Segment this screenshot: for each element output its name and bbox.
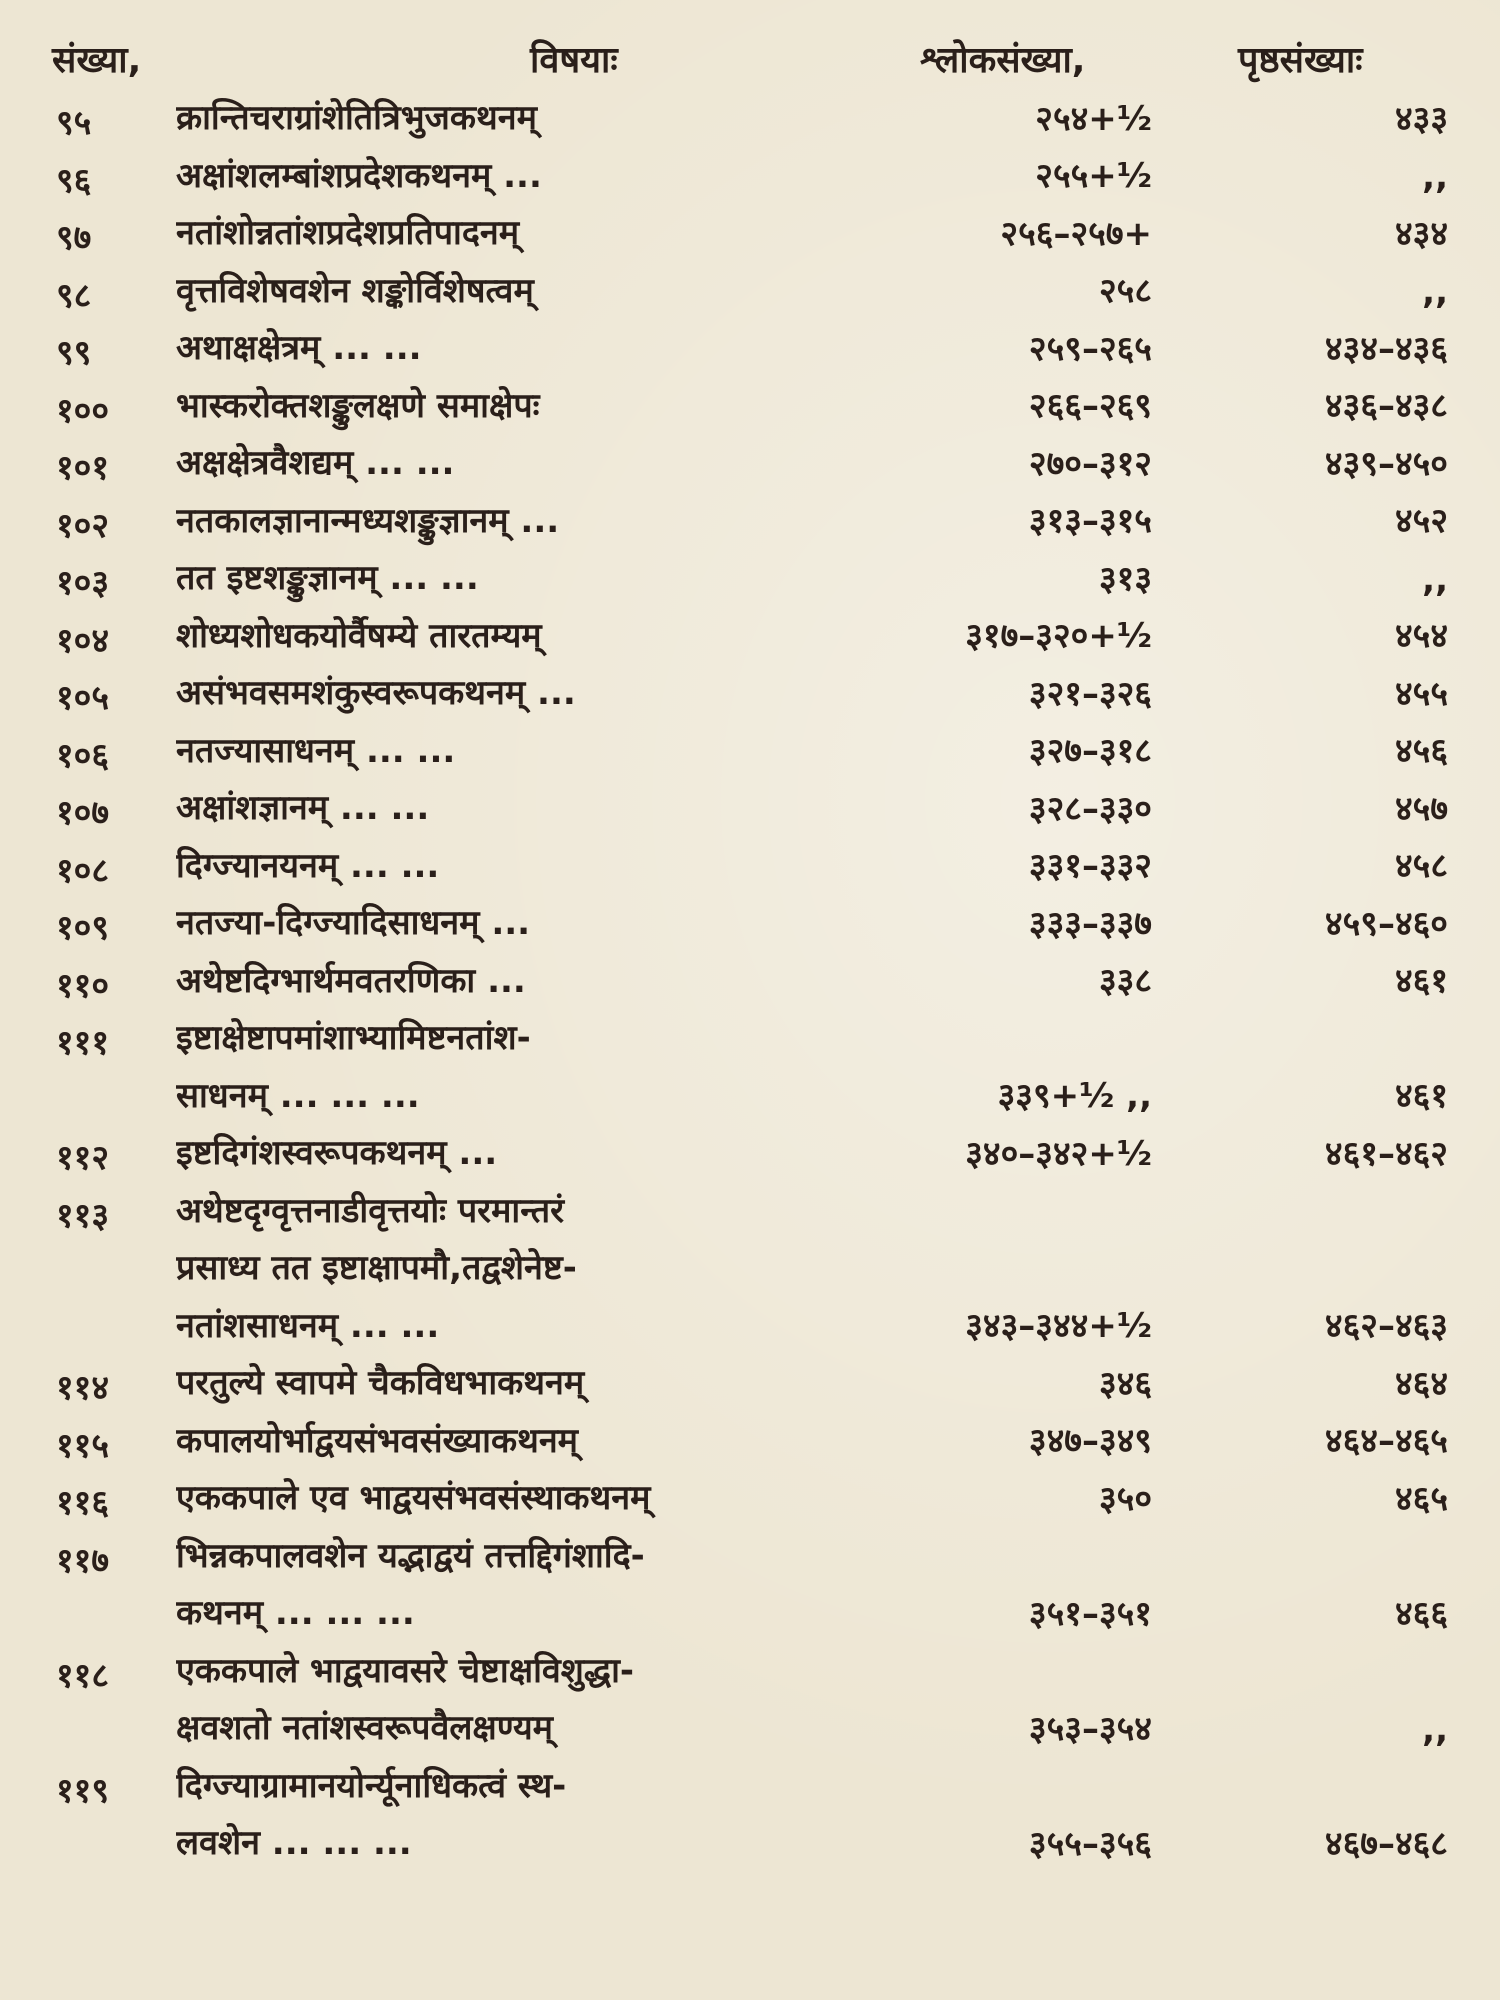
list-item	[0, 435, 1500, 493]
entry-number: १०५	[56, 678, 110, 718]
list-item	[0, 550, 1500, 608]
entry-subject	[176, 723, 936, 781]
entry-subject	[176, 263, 936, 321]
entry-page-number: ४५४	[1394, 616, 1448, 656]
list-item	[0, 1125, 1500, 1183]
entry-subject	[176, 550, 936, 608]
entry-page-number: ४६५	[1394, 1478, 1448, 1519]
entry-subject-line: नतकालज्ञानान्मध्यशङ्कुज्ञानम् ...	[176, 500, 560, 541]
entry-page-number: ,,	[1422, 559, 1448, 600]
list-item	[0, 1183, 1500, 1356]
entry-page-number: ,,	[1422, 272, 1448, 312]
list-item	[0, 1758, 1500, 1873]
entry-subject-line: वृत्तविशेषवशेन शङ्कोर्विशेषत्वम्	[176, 270, 534, 311]
entry-shloka-number: २५६–२५७+	[1000, 213, 1152, 254]
entry-subject-line: तत इष्टशङ्कुज्ञानम् ... ...	[176, 558, 479, 598]
entry-page-number: ४६७–४६८	[1324, 1823, 1448, 1864]
entry-shloka-number: ३१३–३१५	[1028, 501, 1152, 541]
entry-subject	[176, 1643, 936, 1758]
list-item	[0, 1355, 1500, 1413]
entry-subject	[176, 1470, 936, 1528]
entry-shloka-number: ३३३–३३७	[1028, 903, 1152, 944]
entry-subject	[176, 435, 936, 493]
entry-subject-line: कपालयोर्भाद्वयसंभवसंख्याकथनम्	[176, 1420, 579, 1461]
entry-page-number: ४५७	[1394, 788, 1448, 829]
list-item	[0, 148, 1500, 206]
entry-page-number: ४५५	[1394, 673, 1448, 714]
entry-shloka-number: ३४३–३४४+½	[965, 1306, 1152, 1346]
entry-shloka-number: ३३९+½ ,,	[997, 1076, 1152, 1116]
entry-shloka-number: ३३१–३३२	[1028, 846, 1152, 886]
entry-page-number: ४३३	[1394, 98, 1448, 139]
entry-subject	[176, 780, 936, 838]
list-item	[0, 90, 1500, 148]
entry-page-number: ४६४	[1394, 1363, 1448, 1404]
entry-subject-line: एककपाले एव भाद्वयसंभवसंस्थाकथनम्	[176, 1478, 651, 1518]
entry-subject	[176, 895, 936, 953]
entry-number: ११९	[56, 1770, 110, 1811]
entry-number: ११५	[56, 1425, 110, 1466]
entry-subject-line: अथेष्टदृग्वृत्तनाडीवृत्तयोः परमान्तरं	[176, 1190, 564, 1231]
list-item	[0, 1413, 1500, 1471]
entry-shloka-number: ३४६	[1098, 1363, 1152, 1404]
entry-page-number: ४६४–४६५	[1324, 1421, 1448, 1461]
entry-subject-line: नतांशोन्नतांशप्रदेशप्रतिपादनम्	[176, 213, 520, 253]
entry-subject-line: दिग्ज्यानयनम् ... ...	[176, 845, 440, 886]
entry-subject	[176, 1125, 936, 1183]
entry-shloka-number: २५४+½	[1035, 98, 1152, 139]
entry-number: ११३	[56, 1195, 110, 1236]
entry-subject-line: क्षवशतो नतांशस्वरूपवैलक्षण्यम्	[176, 1708, 553, 1748]
entry-number: ९७	[56, 218, 92, 258]
entry-subject	[176, 1413, 936, 1471]
contents-list	[0, 90, 1500, 1873]
header-number: संख्या,	[52, 40, 142, 81]
entry-subject	[176, 608, 936, 666]
entry-subject	[176, 493, 936, 551]
entry-shloka-number: २५९–२६५	[1028, 328, 1152, 369]
entry-number: ९९	[56, 333, 92, 373]
entry-page-number: ,,	[1422, 157, 1448, 197]
entry-shloka-number: ३३८	[1098, 961, 1152, 1001]
entry-subject	[176, 1758, 936, 1873]
entry-subject-line: अथेष्टदिग्भार्थमवतरणिका ...	[176, 960, 526, 1001]
entry-subject-line: अथाक्षक्षेत्रम् ... ...	[176, 328, 422, 368]
entry-page-number: ४३४	[1394, 213, 1448, 254]
entry-shloka-number: २६६–२६९	[1028, 386, 1152, 426]
list-item	[0, 1470, 1500, 1528]
entry-page-number: ४३६–४३८	[1324, 386, 1448, 426]
entry-subject-line: इष्टदिगंशस्वरूपकथनम् ...	[176, 1133, 498, 1173]
entry-number: १०४	[56, 620, 110, 661]
entry-subject	[176, 90, 936, 148]
entry-page-number: ४५२	[1394, 501, 1448, 541]
entry-number: ११४	[56, 1368, 110, 1408]
entry-subject	[176, 320, 936, 378]
entry-shloka-number: ३२१–३२६	[1028, 673, 1152, 714]
entry-number: ९८	[56, 275, 92, 316]
list-item	[0, 493, 1500, 551]
entry-subject	[176, 1355, 936, 1413]
list-item	[0, 1010, 1500, 1125]
entry-subject-line: परतुल्ये स्वापमे चैकविधभाकथनम्	[176, 1363, 585, 1403]
list-item	[0, 1528, 1500, 1643]
entry-subject-line: साधनम् ... ... ...	[176, 1075, 420, 1116]
entry-shloka-number: ३२७–३१८	[1028, 731, 1152, 771]
entry-subject-line: क्रान्तिचराग्रांशेतित्रिभुजकथनम्	[176, 98, 537, 138]
entry-number: ९५	[56, 103, 92, 143]
entry-number: १०२	[56, 505, 110, 546]
entry-shloka-number: ३२८–३३०	[1028, 788, 1152, 829]
entry-number: ११७	[56, 1540, 110, 1581]
entry-shloka-number: ३५१–३५१	[1028, 1593, 1152, 1634]
list-item	[0, 838, 1500, 896]
entry-subject	[176, 1528, 936, 1643]
entry-subject	[176, 838, 936, 896]
entry-subject	[176, 1183, 936, 1356]
list-item	[0, 895, 1500, 953]
entry-subject-line: इष्टाक्षेष्टापमांशाभ्यामिष्टनतांश-	[176, 1018, 531, 1058]
entry-number: १०३	[56, 563, 110, 603]
entry-number: १०८	[56, 850, 110, 891]
entry-shloka-number: २७०–३१२	[1028, 443, 1152, 484]
list-item	[0, 608, 1500, 666]
entry-page-number: ४६१	[1394, 961, 1448, 1001]
entry-page-number: ४६२–४६३	[1324, 1306, 1448, 1346]
entry-page-number: ४६१–४६२	[1324, 1133, 1448, 1174]
entry-subject-line: नतज्यासाधनम् ... ...	[176, 730, 456, 771]
entry-number: ११०	[56, 965, 110, 1006]
entry-subject	[176, 205, 936, 263]
table-header	[0, 18, 1500, 88]
list-item	[0, 723, 1500, 781]
entry-shloka-number: २५८	[1098, 271, 1152, 311]
list-item	[0, 953, 1500, 1011]
entry-shloka-number: ३४७–३४९	[1028, 1421, 1152, 1461]
entry-subject-line: अक्षांशज्ञानम् ... ...	[176, 788, 430, 828]
entry-subject-line: नतज्या-दिग्ज्यादिसाधनम् ...	[176, 903, 531, 943]
header-subject: विषयाः	[530, 40, 618, 81]
list-item	[0, 320, 1500, 378]
entry-subject-line: भास्करोक्तशङ्कुलक्षणे समाक्षेपः	[176, 385, 540, 426]
entry-subject-line: कथनम् ... ... ...	[176, 1593, 415, 1633]
entry-subject-line: अक्षांशलम्बांशप्रदेशकथनम् ...	[176, 155, 542, 196]
entry-shloka-number: २५५+½	[1035, 156, 1152, 196]
entry-number: ११८	[56, 1655, 110, 1696]
entry-number: १०१	[56, 448, 110, 488]
entry-subject-line: नतांशसाधनम् ... ...	[176, 1305, 440, 1346]
entry-page-number: ४३४–४३६	[1324, 328, 1448, 369]
entry-number: १०७	[56, 793, 110, 833]
entry-number: ९६	[56, 160, 92, 201]
entry-number: १०६	[56, 735, 110, 776]
entry-page-number: ,,	[1422, 1709, 1448, 1750]
entry-subject	[176, 665, 936, 723]
entry-number: ११६	[56, 1483, 110, 1523]
list-item	[0, 780, 1500, 838]
entry-number: १११	[56, 1023, 110, 1063]
entry-page-number: ४५६	[1394, 731, 1448, 771]
list-item	[0, 205, 1500, 263]
entry-page-number: ४६६	[1394, 1593, 1448, 1634]
list-item	[0, 378, 1500, 436]
header-shloka-number: श्लोकसंख्या,	[920, 40, 1086, 81]
entry-subject-line: अक्षक्षेत्रवैशद्यम् ... ...	[176, 443, 455, 483]
entry-page-number: ४३९–४५०	[1324, 443, 1448, 484]
entry-shloka-number: ३१७–३२०+½	[965, 616, 1152, 656]
entry-number: १०९	[56, 908, 110, 948]
list-item	[0, 665, 1500, 723]
entry-number: ११२	[56, 1138, 110, 1178]
header-page-number: पृष्ठसंख्याः	[1238, 40, 1363, 81]
entry-shloka-number: ३५०	[1098, 1478, 1152, 1519]
entry-subject	[176, 1010, 936, 1125]
entry-subject-line: भिन्नकपालवशेन यद्भाद्वयं तत्तद्दिगंशादि-	[176, 1535, 645, 1576]
entry-page-number: ४६१	[1394, 1076, 1448, 1116]
entry-subject	[176, 148, 936, 206]
list-item	[0, 263, 1500, 321]
entry-subject-line: प्रसाध्य तत इष्टाक्षापमौ,तद्वशेनेष्ट-	[176, 1248, 577, 1288]
entry-shloka-number: ३५५–३५६	[1028, 1823, 1152, 1864]
entry-subject-line: एककपाले भाद्वयावसरे चेष्टाक्षविशुद्धा-	[176, 1650, 634, 1691]
entry-page-number: ४५९–४६०	[1324, 903, 1448, 944]
entry-shloka-number: ३१३	[1098, 558, 1152, 599]
entry-number: १००	[56, 390, 110, 431]
entry-subject	[176, 378, 936, 436]
entry-page-number: ४५८	[1394, 846, 1448, 886]
entry-subject	[176, 953, 936, 1011]
entry-subject-line: दिग्ज्याग्रामानयोर्न्यूनाधिकत्वं स्थ-	[176, 1765, 567, 1806]
entry-shloka-number: ३५३–३५४	[1028, 1708, 1152, 1749]
entry-subject-line: शोध्यशोधकयोर्वैषम्ये तारतम्यम्	[176, 615, 542, 656]
entry-shloka-number: ३४०–३४२+½	[965, 1133, 1152, 1174]
entry-subject-line: लवशेन ... ... ...	[176, 1823, 412, 1863]
entry-subject-line: असंभवसमशंकुस्वरूपकथनम् ...	[176, 673, 576, 713]
list-item	[0, 1643, 1500, 1758]
